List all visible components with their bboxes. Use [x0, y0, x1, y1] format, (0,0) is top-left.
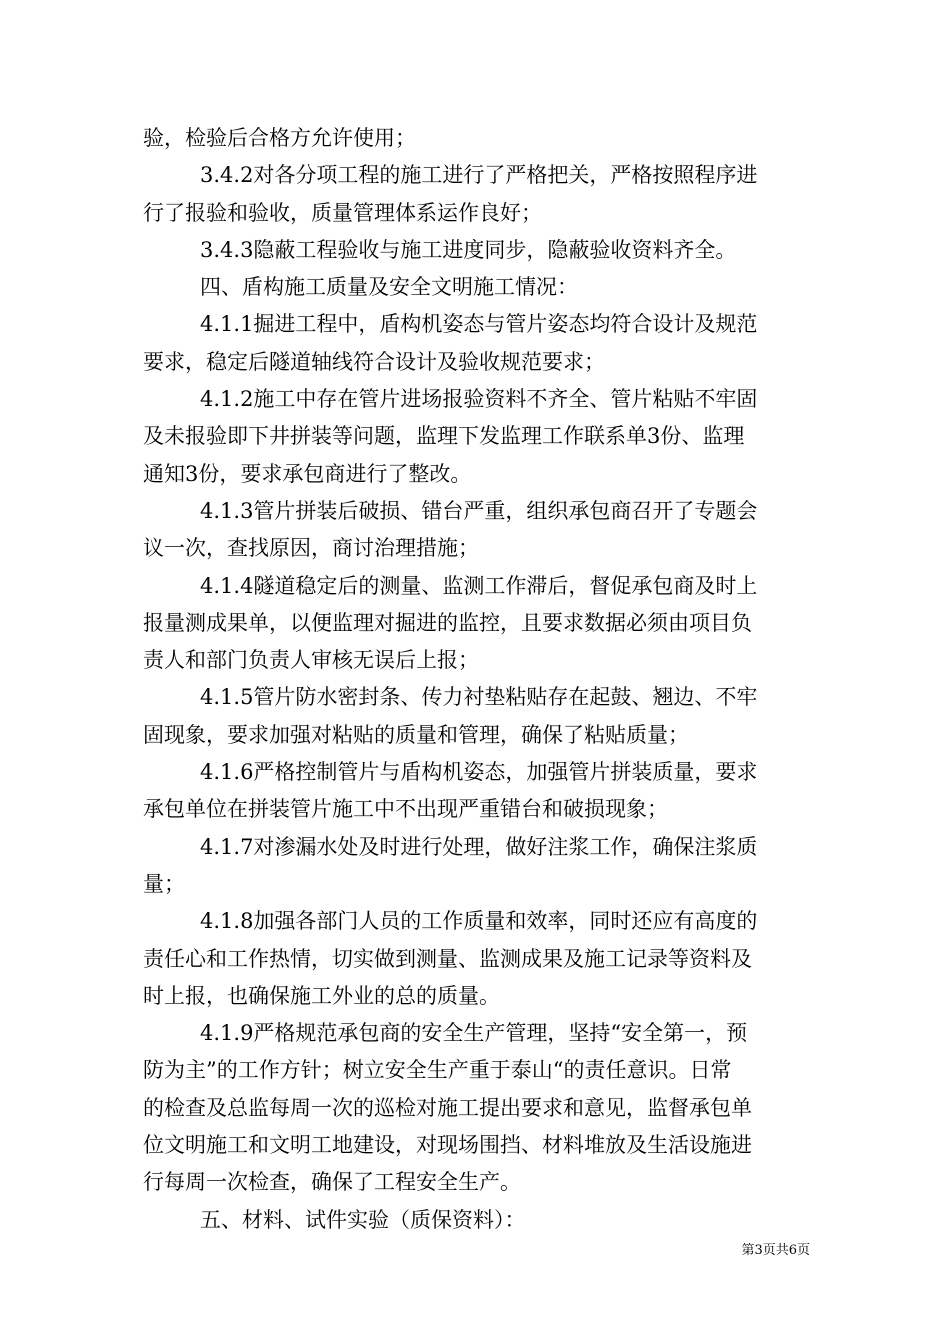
- text-line: 固现象，要求加强对粘贴的质量和管理，确保了粘贴质量；: [143, 722, 689, 747]
- text-line: 通知3份，要求承包商进行了整改。: [143, 461, 472, 486]
- text-line: 4.1.1掘进工程中，盾构机姿态与管片姿态均符合设计及规范: [200, 312, 758, 337]
- page-number-footer: 第3页共6页: [741, 1243, 810, 1258]
- text-line: 防为主”的工作方针；树立安全生产重于泰山“的责任意识。日常: [143, 1058, 732, 1083]
- text-line: 4.1.6严格控制管片与盾构机姿态，加强管片拼装质量，要求: [200, 760, 758, 785]
- text-line: 责任心和工作热情，切实做到测量、监测成果及施工记录等资料及: [143, 946, 752, 971]
- text-line: 4.1.5管片防水密封条、传力衬垫粘贴存在起鼓、翘边、不牢: [200, 685, 758, 710]
- document-body: [143, 120, 808, 1239]
- text-line: 4.1.4隧道稳定后的测量、监测工作滞后，督促承包商及时上: [200, 573, 758, 598]
- text-line: 时上报，也确保施工外业的总的质量。: [143, 983, 500, 1008]
- text-line: 3.4.2对各分项工程的施工进行了严格把关，严格按照程序进: [200, 163, 758, 188]
- text-line: 量；: [143, 871, 185, 896]
- text-line: 要求，稳定后隧道轴线符合设计及验收规范要求；: [143, 349, 605, 374]
- text-line: 行每周一次检查，确保了工程安全生产。: [143, 1170, 521, 1195]
- section-heading: 五、材料、试件实验（质保资料）：: [200, 1207, 526, 1232]
- text-line: 4.1.8加强各部门人员的工作质量和效率，同时还应有高度的: [200, 909, 758, 934]
- text-line: 的检查及总监每周一次的巡检对施工提出要求和意见，监督承包单: [143, 1095, 752, 1120]
- text-line: 位文明施工和文明工地建设，对现场围挡、材料堆放及生活设施进: [143, 1133, 752, 1158]
- text-line: 3.4.3隐蔽工程验收与施工进度同步，隐蔽验收资料齐全。: [200, 237, 737, 262]
- text-line: 报量测成果单，以便监理对掘进的监控，且要求数据必须由项目负: [143, 610, 752, 635]
- text-line: 责人和部门负责人审核无误后上报；: [143, 648, 479, 673]
- text-line: 及未报验即下井拼装等问题，监理下发监理工作联系单3份、监理: [143, 424, 745, 449]
- text-line: 验，检验后合格方允许使用；: [143, 126, 416, 150]
- text-line: 4.1.9严格规范承包商的安全生产管理，坚持“安全第一，预: [200, 1021, 748, 1046]
- text-line: 4.1.2施工中存在管片进场报验资料不齐全、管片粘贴不牢固: [200, 387, 758, 412]
- text-line: 4.1.7对渗漏水处及时进行处理，做好注浆工作，确保注浆质: [200, 834, 758, 859]
- section-heading: 四、盾构施工质量及安全文明施工情况：: [200, 275, 578, 300]
- text-line: 议一次，查找原因，商讨治理措施；: [143, 536, 479, 561]
- text-line: 行了报验和验收，质量管理体系运作良好；: [143, 200, 542, 225]
- text-line: 4.1.3管片拼装后破损、错台严重，组织承包商召开了专题会: [200, 498, 758, 523]
- text-line: 承包单位在拼装管片施工中不出现严重错台和破损现象；: [143, 797, 668, 822]
